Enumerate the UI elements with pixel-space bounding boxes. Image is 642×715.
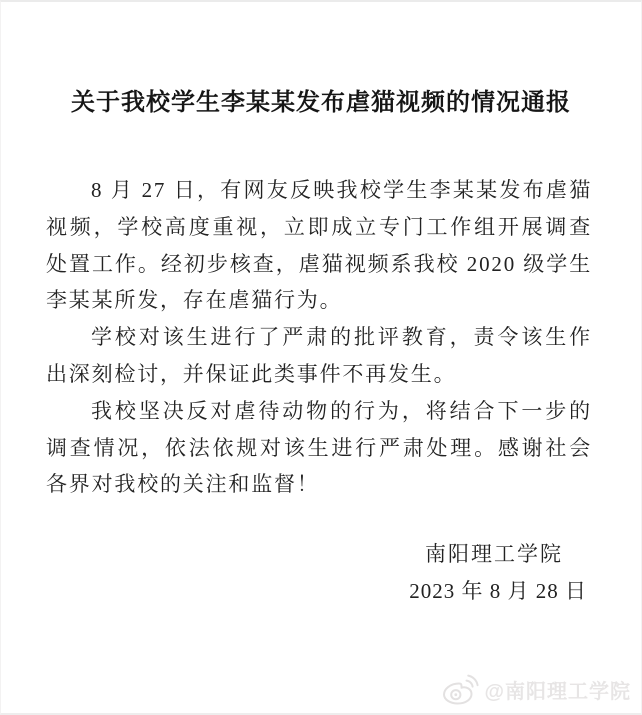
- weibo-watermark: [442, 674, 631, 705]
- weibo-icon: [442, 674, 479, 705]
- body-line: 学校对该生进行了严肃的批评教育，责令该生作: [91, 325, 592, 350]
- body-line: 处置工作。经初步核查，虐猫视频系我校 2020 级学生: [46, 251, 592, 276]
- notice-body: [46, 172, 592, 503]
- signature-date: 2023 年 8 月 28 日: [409, 578, 587, 603]
- signature-name: 南阳理工学院: [425, 542, 563, 567]
- body-line: 出深刻检讨，并保证此类事件不再发生。: [46, 361, 457, 386]
- body-line: 我校坚决反对虐待动物的行为，将结合下一步的: [91, 398, 592, 423]
- body-line: 8 月 27 日，有网友反映我校学生李某某发布虐猫: [91, 178, 592, 202]
- body-line: 各界对我校的关注和监督！: [46, 472, 320, 497]
- body-line: 视频，学校高度重视，立即成立专门工作组开展调查: [46, 214, 592, 239]
- watermark-text: @南阳理工学院: [484, 681, 631, 703]
- page-title: 关于我校学生李某某发布虐猫视频的情况通报: [71, 89, 571, 116]
- signature-block: [1, 536, 641, 610]
- body-line: 李某某所发，存在虐猫行为。: [46, 288, 343, 313]
- body-line: 调查情况，依法依规对该生进行严肃处理。感谢社会: [46, 435, 592, 460]
